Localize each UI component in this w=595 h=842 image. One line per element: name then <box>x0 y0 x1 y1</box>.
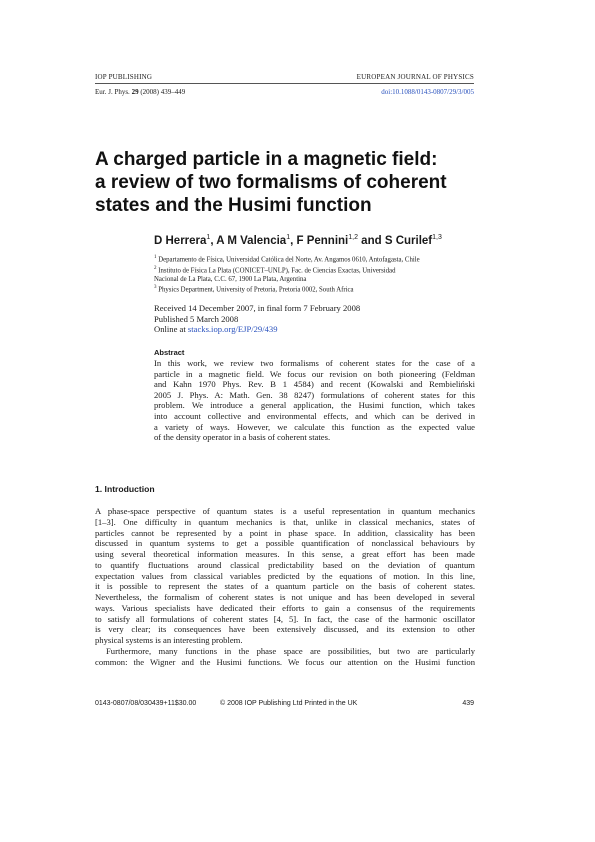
title-line: A charged particle in a magnetic field: <box>95 149 438 170</box>
abstract-line: In this work, we review two formalisms of coherent states for the case of a <box>154 358 475 368</box>
affiliations <box>154 254 474 295</box>
affiliation: $^3$ Physics Department, University of Pretoria, Pretoria 0002, South Africa <box>154 285 354 294</box>
body-line: Furthermore, many functions in the phase space are possibilities, but two are particularly <box>106 645 475 656</box>
author-name: S Curilef <box>384 234 433 247</box>
online-prefix: Online at <box>154 324 186 335</box>
header-rule <box>95 83 474 84</box>
body-line: [1–3]. One difficulty in quantum mechanics is that, unlike in classical mechanics, states of <box>95 516 475 527</box>
body-line: particles cannot be represented by a point in phase space. In addition, classicality has been <box>95 527 475 538</box>
abstract-body <box>154 358 475 443</box>
affiliation: $^1$ Departamento de Física, Universidad Católica del Norte, Av. Angamos 0610, Antofagasta, Chile <box>154 255 420 264</box>
author-affil-mark: 1,3 <box>432 234 442 241</box>
journal-name: EUROPEAN JOURNAL OF PHYSICS <box>356 73 474 81</box>
abstract-line: into account collective and environmental effects, and which can be derived in <box>154 410 475 421</box>
page-number: 439 <box>462 700 474 707</box>
body-line: expectation values from classical variables predicted by the equations of motion. In this line, <box>95 570 475 581</box>
received-date: Received 14 December 2007, in final form 7 February 2008 <box>154 303 361 313</box>
body-line: using several theoretical information measures. In this sense, a great effort has been made <box>95 549 475 559</box>
footer-copyright: © 2008 IOP Publishing Ltd Printed in the UK <box>220 700 358 707</box>
abstract-line: of the density operator in a basis of coherent states. <box>154 432 331 443</box>
footer-issn: 0143-0807/08/030439+11$30.00 <box>95 700 197 707</box>
author-name: F Pennini <box>296 234 349 247</box>
section-heading: 1. Introduction <box>95 484 155 494</box>
abstract-line: problem. We introduce a general application, the Husimi function, which takes <box>154 400 475 411</box>
citation-prefix: Eur. J. Phys. <box>95 88 130 96</box>
journal-citation <box>95 88 185 96</box>
author-affil-mark: 1,2 <box>348 234 358 241</box>
author-connector: and <box>361 234 382 247</box>
body-line: discussed in quantum systems to get a possible quantification of nonclassical behaviours by <box>95 538 475 549</box>
body-line: is very clear; its consequences have been extensively discussed, and its extension to other <box>95 624 475 635</box>
abstract-line: 2005 J. Phys. A: Math. Gen. 38 8247) formulations of coherent states for this <box>154 389 475 400</box>
body-line: ways. Various specialists have dedicated their efforts to gain a consensus of the requirements <box>95 602 475 613</box>
title-line: states and the Husimi function <box>95 195 372 216</box>
author-affil-mark: 1 <box>286 234 291 241</box>
online-link[interactable]: stacks.iop.org/EJP/29/439 <box>187 324 278 335</box>
published-date: Published 5 March 2008 <box>154 313 239 324</box>
citation-volume: 29 <box>131 88 139 96</box>
abstract-line: and Kahn 1970 Phys. Rev. B 1 4584) and recent (Kowalski and Rembieliński <box>154 379 475 390</box>
body-line: to satisfy all formulations of coherent states [4, 5]. In fact, the case of the harmonic oscillator <box>95 613 475 624</box>
author-list: D Herrera$^1$, A M Valencia$^1$, F Pennini$^{1,2}$ and S Curilef$^{1,3}$ <box>154 234 442 247</box>
author-affil-mark: 1 <box>206 234 211 241</box>
publisher-name: IOP PUBLISHING <box>95 73 153 81</box>
affiliation: $^2$ Instituto de Física La Plata (CONICET–UNLP), Fac. de Ciencias Exactas, Universidad <box>154 265 396 275</box>
doi-link[interactable]: doi:10.1088/0143-0807/29/3/005 <box>381 88 474 96</box>
affiliation: Nacional de La Plata, C.C. 67, 1900 La Plata, Argentina <box>154 275 307 283</box>
abstract-line: a variety of ways. However, we calculate this function as the expected value <box>154 421 475 432</box>
citation-suffix: (2008) 439–449 <box>140 88 186 96</box>
author-name: D Herrera <box>154 234 207 247</box>
body-line: Nevertheless, the formalism of coherent states is not unique and has been developed in several <box>95 592 475 602</box>
abstract-line: particle in a magnetic field. We focus our revision on both pioneering (Feldman <box>154 368 475 379</box>
author-name: A M Valencia <box>216 234 287 247</box>
title-line: a review of two formalisms of coherent <box>95 172 447 193</box>
section-body <box>95 506 475 667</box>
publication-dates <box>154 303 474 335</box>
paper-title <box>95 148 475 217</box>
body-line: physical systems is an interesting problem. <box>95 635 243 645</box>
online-line <box>154 324 474 335</box>
body-line: A phase-space perspective of quantum states is a useful representation in quantum mechanics <box>95 506 475 516</box>
body-line: to quantify fluctuations around classical predictability based on the deviation of quantum <box>95 559 475 570</box>
abstract-heading: Abstract <box>154 348 185 357</box>
body-line: common: the Wigner and the Husimi functions. We focus our attention on the Husimi function <box>95 656 475 667</box>
body-line: it is possible to represent the states of a quantum particle on the basis of coherent states. <box>95 581 475 592</box>
